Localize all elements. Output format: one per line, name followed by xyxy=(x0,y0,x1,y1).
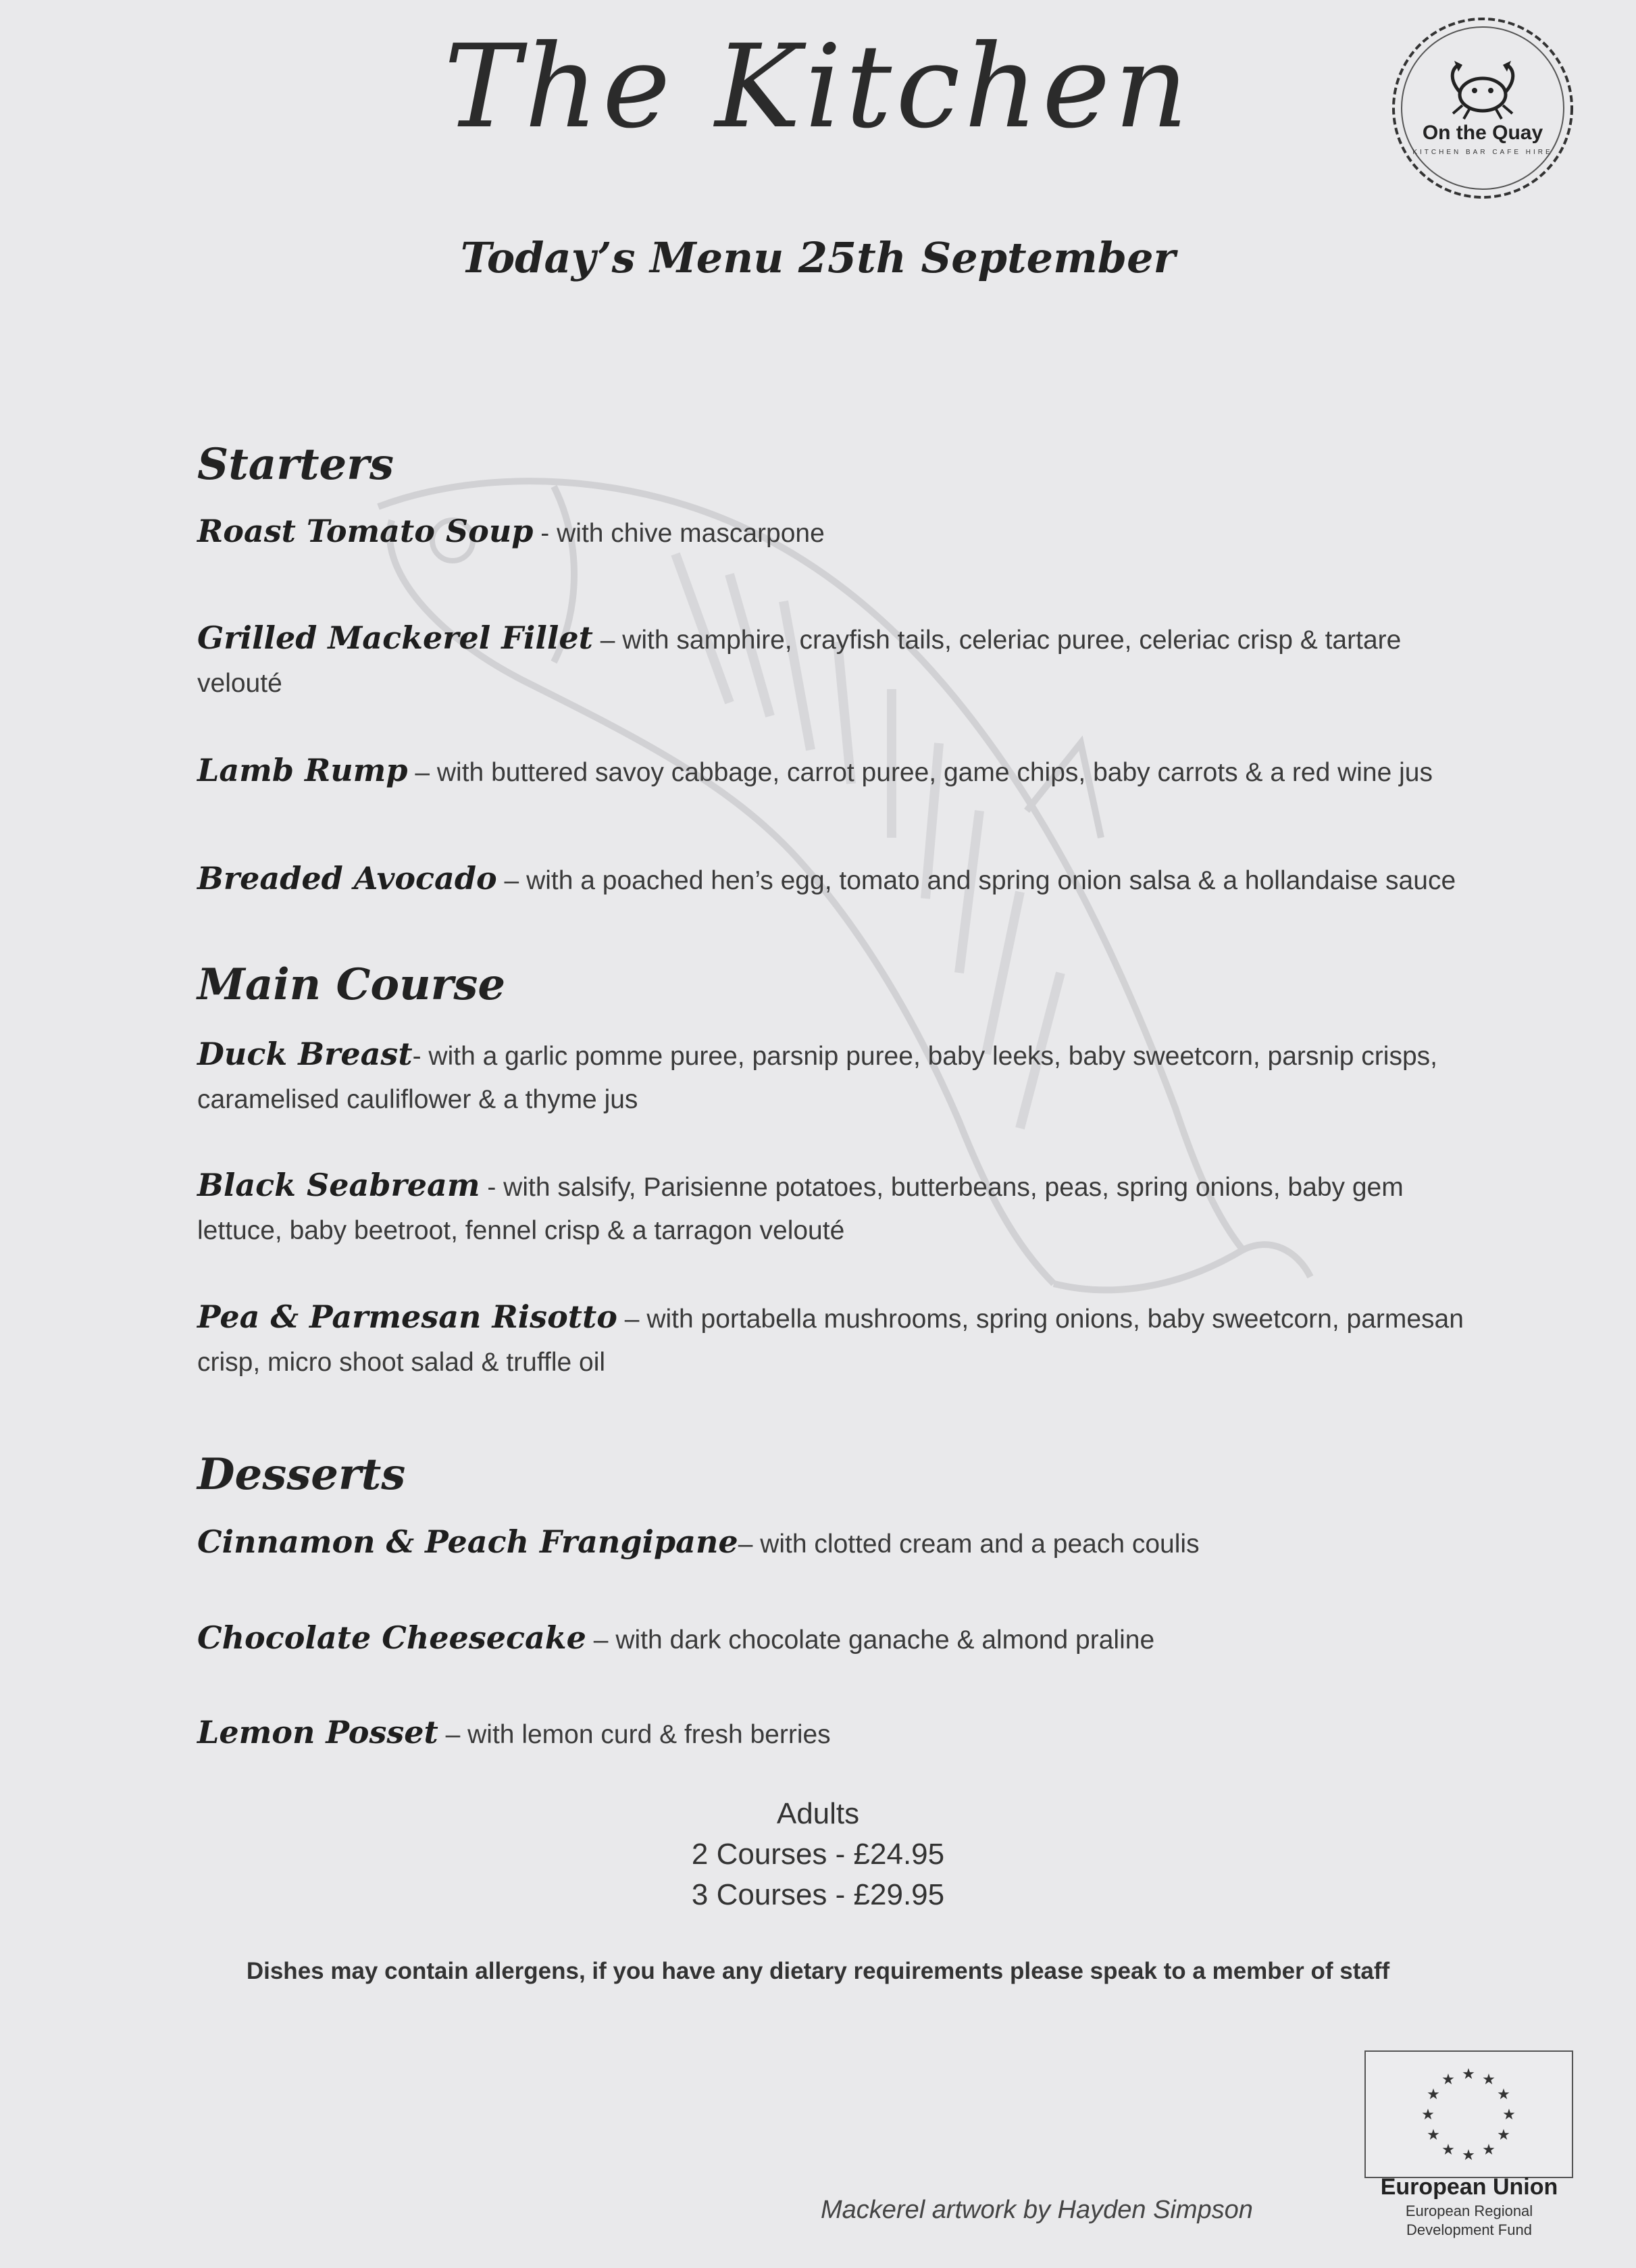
menu-item xyxy=(197,1616,1467,1662)
menu-item xyxy=(197,857,1467,903)
dish-description: – with clotted cream and a peach coulis xyxy=(738,1530,1200,1559)
eu-subtitle-line2: Development Fund xyxy=(1406,2221,1532,2238)
dish-description: – with dark chocolate ganache & almond praline xyxy=(586,1626,1155,1655)
dish-name: Pea & Parmesan Risotto xyxy=(197,1299,617,1335)
menu-item xyxy=(197,1032,1467,1122)
dish-name: Chocolate Cheesecake xyxy=(197,1619,586,1656)
svg-text:★: ★ xyxy=(1427,2127,1440,2144)
svg-text:★: ★ xyxy=(1462,2066,1475,2083)
menu-item xyxy=(197,1520,1467,1566)
dish-name: Cinnamon & Peach Frangipane xyxy=(197,1523,738,1560)
dish-description: - with chive mascarpone xyxy=(533,519,825,548)
dish-description: - with a garlic pomme puree, parsnip puree, baby leeks, baby sweetcorn, parsnip crisps, caramelised cauliflower & a thyme jus xyxy=(197,1042,1437,1114)
logo-tagline: KITCHEN BAR CAFE HIRE xyxy=(1412,149,1553,156)
svg-text:★: ★ xyxy=(1482,2071,1496,2088)
dish-description: – with buttered savoy cabbage, carrot puree, game chips, baby carrots & a red wine jus xyxy=(407,758,1433,787)
pricing-block xyxy=(0,1794,1636,1915)
svg-text:★: ★ xyxy=(1421,2107,1435,2123)
dish-name: Roast Tomato Soup xyxy=(197,513,534,549)
eu-flag-icon xyxy=(1364,2050,1573,2178)
desserts-heading: Desserts xyxy=(197,1449,406,1500)
menu-item xyxy=(197,1711,1467,1757)
price-two-courses: 2 Courses - £24.95 xyxy=(691,1838,945,1871)
crab-icon xyxy=(1388,14,1577,203)
dish-description: – with portabella mushrooms, spring onions, baby sweetcorn, parmesan crisp, micro shoot salad & truffle oil xyxy=(197,1305,1464,1377)
dish-description: - with salsify, Parisienne potatoes, butterbeans, peas, spring onions, baby gem lettuce, baby beetroot, fennel crisp & a tarragon velouté xyxy=(197,1173,1404,1245)
svg-text:★: ★ xyxy=(1441,2142,1455,2159)
starters-heading: Starters xyxy=(197,439,394,490)
svg-text:★: ★ xyxy=(1441,2071,1455,2088)
price-three-courses: 3 Courses - £29.95 xyxy=(691,1878,945,1911)
dish-description: – with a poached hen’s egg, tomato and spring onion salsa & a hollandaise sauce xyxy=(496,866,1456,895)
dish-name: Breaded Avocado xyxy=(197,860,497,897)
svg-text:★: ★ xyxy=(1497,2086,1510,2103)
dish-description: – with samphire, crayfish tails, celeriac puree, celeriac crisp & tartare velouté xyxy=(197,626,1402,698)
svg-text:★: ★ xyxy=(1482,2142,1496,2159)
dish-name: Black Seabream xyxy=(197,1167,480,1203)
dish-name: Lemon Posset xyxy=(197,1714,438,1750)
pricing-label: Adults xyxy=(776,1797,860,1830)
svg-text:★: ★ xyxy=(1502,2107,1516,2123)
menu-item xyxy=(197,616,1467,705)
menu-item xyxy=(197,509,1467,555)
menu-item xyxy=(197,1163,1467,1253)
svg-text:★: ★ xyxy=(1427,2086,1440,2103)
svg-text:★: ★ xyxy=(1497,2127,1510,2144)
eu-title: European Union xyxy=(1380,2174,1558,2200)
dish-description: – with lemon curd & fresh berries xyxy=(438,1720,831,1749)
menu-item xyxy=(197,749,1467,795)
menu-date-heading: Today’s Menu 25th September xyxy=(460,233,1176,282)
svg-text:★: ★ xyxy=(1462,2147,1475,2164)
eu-subtitle-line1: European Regional xyxy=(1405,2202,1533,2219)
menu-item xyxy=(197,1295,1467,1384)
allergen-note: Dishes may contain allergens, if you have any dietary requirements please speak to a member of staff xyxy=(246,1958,1390,1984)
dish-name: Lamb Rump xyxy=(197,752,408,788)
artwork-credit: Mackerel artwork by Hayden Simpson xyxy=(821,2196,1253,2224)
on-the-quay-logo xyxy=(1388,14,1577,203)
logo-name: On the Quay xyxy=(1422,122,1543,144)
dish-name: Grilled Mackerel Fillet xyxy=(197,620,593,656)
main-course-heading: Main Course xyxy=(197,959,506,1010)
dish-name: Duck Breast xyxy=(197,1036,413,1072)
menu-title: The Kitchen xyxy=(444,20,1192,154)
